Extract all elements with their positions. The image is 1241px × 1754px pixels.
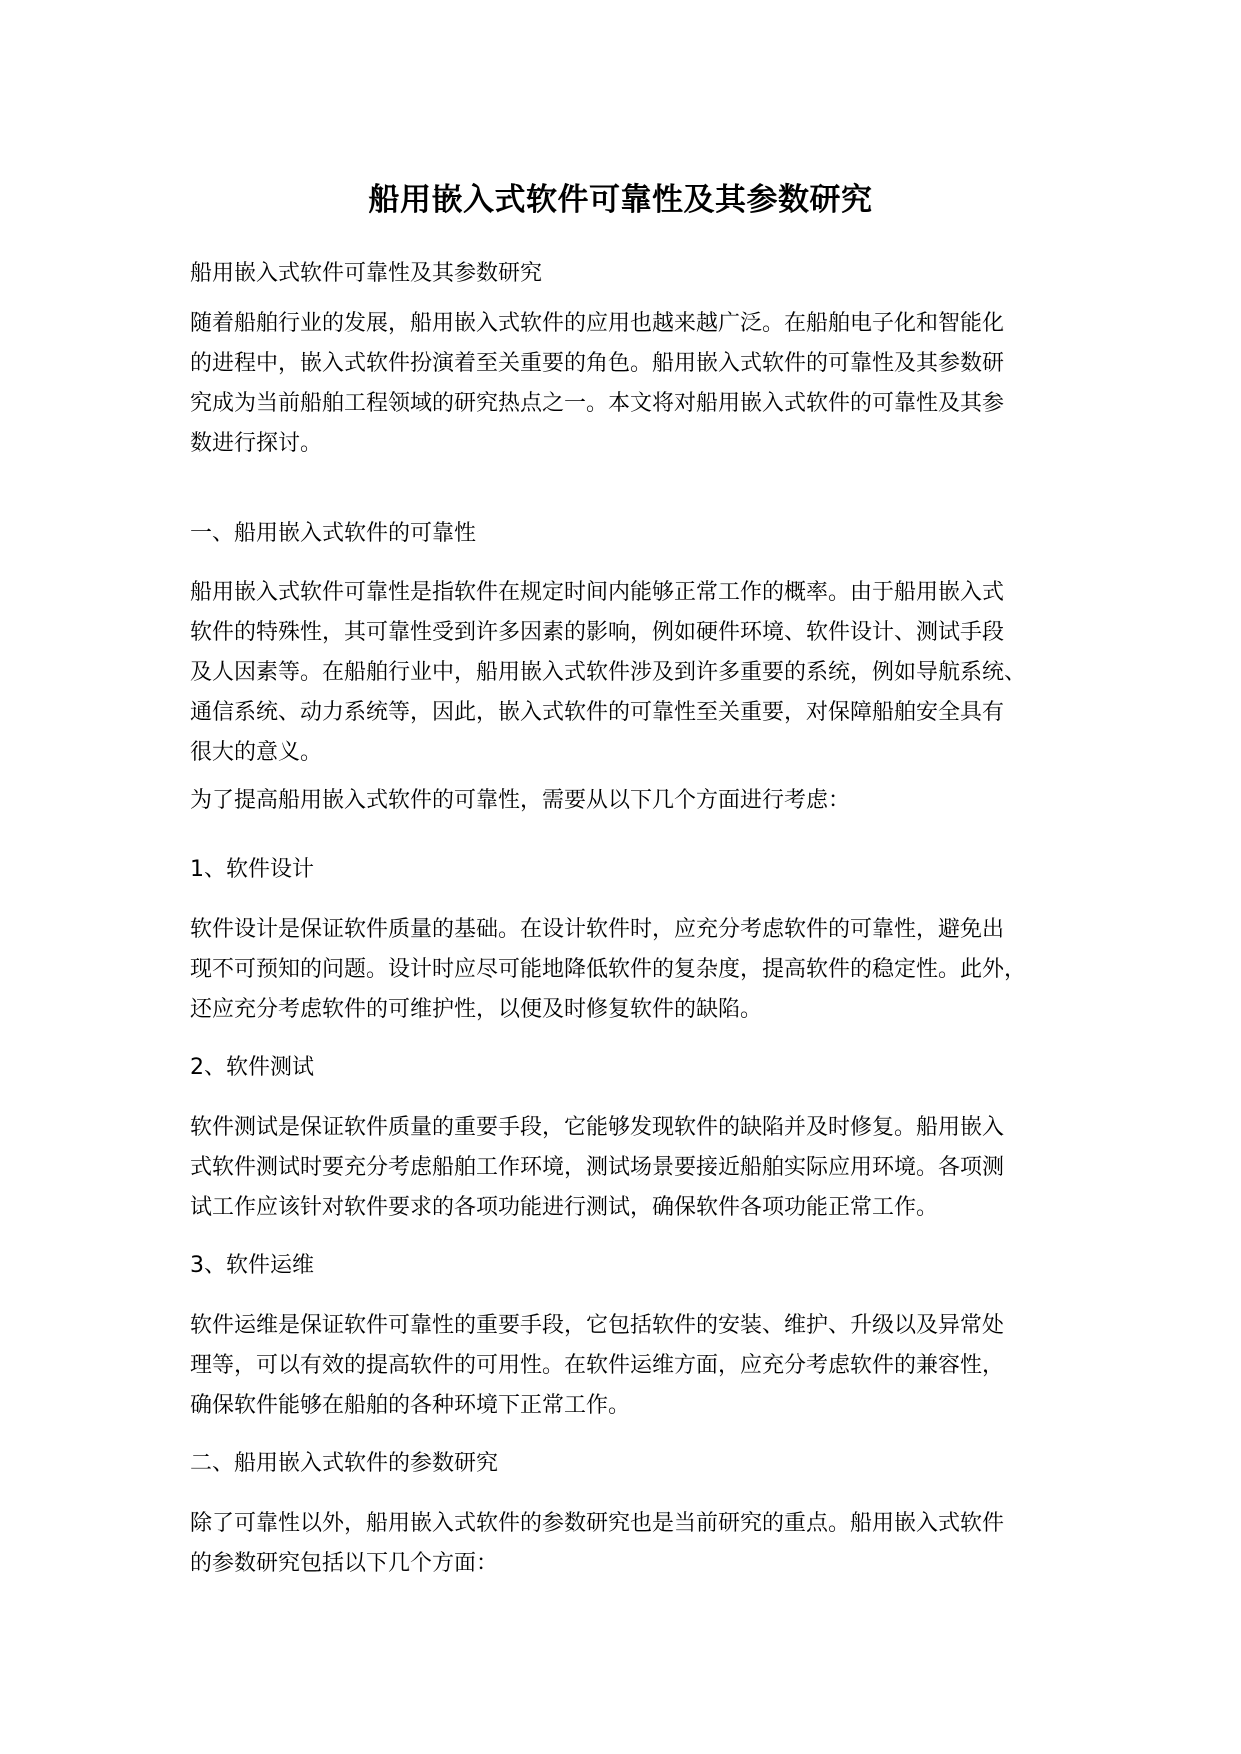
item2-line-2: 式软件测试时要充分考虑船舶工作环境，测试场景要接近船舶实际应用环境。各项测 (190, 1155, 1005, 1180)
item1-heading-text: 1、软件设计 (190, 857, 314, 882)
item2-line-3: 试工作应该针对软件要求的各项功能进行测试，确保软件各项功能正常工作。 (190, 1195, 939, 1220)
section1-line-4: 通信系统、动力系统等，因此，嵌入式软件的可靠性至关重要，对保障船舶安全具有 (190, 700, 1005, 725)
item3-paragraph (190, 1306, 1075, 1426)
item1-heading (190, 850, 1075, 890)
item1-line-3: 还应充分考虑软件的可维护性，以便及时修复软件的缺陷。 (190, 997, 763, 1022)
section1-heading-text: 一、船用嵌入式软件的可靠性 (190, 521, 477, 546)
consider-intro-text: 为了提高船用嵌入式软件的可靠性，需要从以下几个方面进行考虑： (190, 788, 851, 813)
item3-heading (190, 1246, 1075, 1286)
section1-paragraph (190, 573, 1075, 773)
item2-line-1: 软件测试是保证软件质量的重要手段，它能够发现软件的缺陷并及时修复。船用嵌入 (190, 1115, 1005, 1140)
section1-heading (190, 514, 1075, 554)
section2-line-2: 的参数研究包括以下几个方面： (190, 1551, 499, 1576)
item1-line-2: 现不可预知的问题。设计时应尽可能地降低软件的复杂度，提高软件的稳定性。此外， (190, 957, 1027, 982)
intro-line-1: 随着船舶行业的发展，船用嵌入式软件的应用也越来越广泛。在船舶电子化和智能化 (190, 311, 1005, 336)
item1-paragraph (190, 910, 1075, 1030)
section1-line-2: 软件的特殊性，其可靠性受到许多因素的影响，例如硬件环境、软件设计、测试手段 (190, 620, 1005, 645)
consider-intro (190, 781, 1075, 821)
item3-line-3: 确保软件能够在船舶的各种环境下正常工作。 (190, 1393, 631, 1418)
item1-line-1: 软件设计是保证软件质量的基础。在设计软件时，应充分考虑软件的可靠性，避免出 (190, 917, 1005, 942)
section2-heading-text: 二、船用嵌入式软件的参数研究 (190, 1451, 499, 1476)
item2-paragraph (190, 1108, 1075, 1228)
item2-heading-text: 2、软件测试 (190, 1055, 314, 1080)
intro-paragraph (190, 304, 1075, 464)
item3-line-1: 软件运维是保证软件可靠性的重要手段，它包括软件的安装、维护、升级以及异常处 (190, 1313, 1005, 1338)
subtitle-line: 船用嵌入式软件可靠性及其参数研究 (190, 261, 543, 286)
section2-heading (190, 1444, 1075, 1484)
document-title: 船用嵌入式软件可靠性及其参数研究 (368, 182, 873, 218)
section1-line-3: 及人因素等。在船舶行业中，船用嵌入式软件涉及到许多重要的系统，例如导航系统、 (190, 660, 1027, 685)
intro-line-2: 的进程中，嵌入式软件扮演着至关重要的角色。船用嵌入式软件的可靠性及其参数研 (190, 351, 1005, 376)
item3-heading-text: 3、软件运维 (190, 1253, 314, 1278)
section1-line-5: 很大的意义。 (190, 740, 323, 765)
intro-line-3: 究成为当前船舶工程领域的研究热点之一。本文将对船用嵌入式软件的可靠性及其参 (190, 391, 1005, 416)
section2-line-1: 除了可靠性以外，船用嵌入式软件的参数研究也是当前研究的重点。船用嵌入式软件 (190, 1511, 1005, 1536)
section2-paragraph (190, 1504, 1075, 1584)
item3-line-2: 理等，可以有效的提高软件的可用性。在软件运维方面，应充分考虑软件的兼容性， (190, 1353, 1005, 1378)
intro-line-4: 数进行探讨。 (190, 431, 323, 456)
section1-line-1: 船用嵌入式软件可靠性是指软件在规定时间内能够正常工作的概率。由于船用嵌入式 (190, 580, 1005, 605)
item2-heading (190, 1048, 1075, 1088)
document-subtitle (190, 254, 1075, 294)
